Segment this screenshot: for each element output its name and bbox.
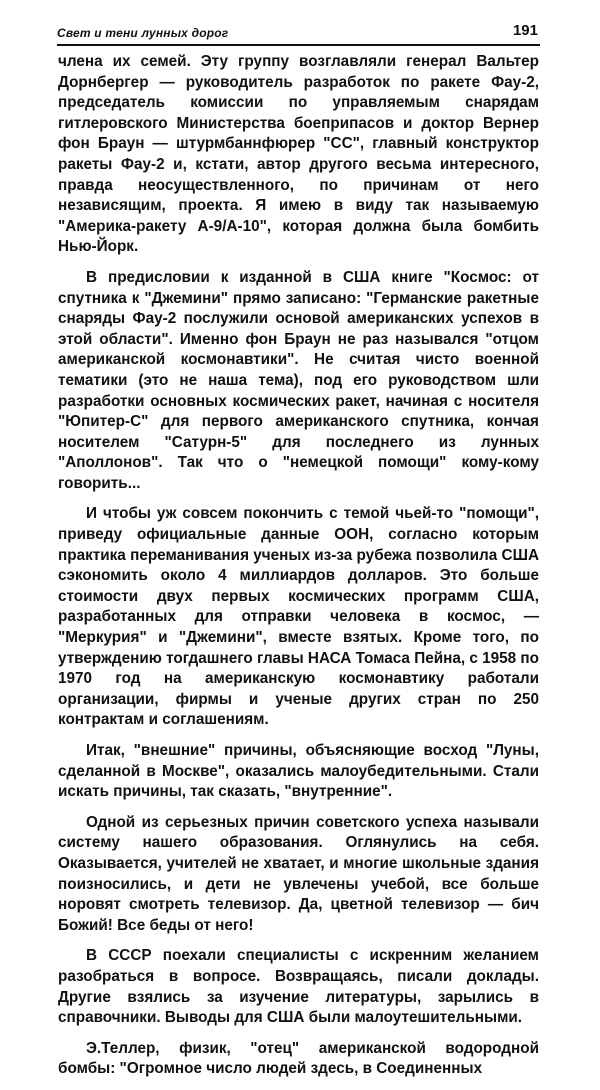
paragraph: Итак, "внешние" причины, объясняющие восход "Луны, сделанной в Москве", оказались малоубедительными. Стали искать причины, так сказать, "внутренние".	[58, 742, 539, 801]
header-rule	[57, 44, 540, 46]
page-header	[57, 22, 540, 42]
running-title: Свет и тени лунных дорог	[57, 26, 229, 40]
paragraph: члена их семей. Эту группу возглавляли генерал Вальтер Дорнбергер — руководитель разработок по ракете Фау-2, председатель комиссии по управляемым снарядам гитлеровского Министерства боеприпасов и доктор Вернер фон Браун — штурмбаннфюрер "СС", главный конструктор ракеты Фау-2 и, кстати, автор другого весьма интересного, правда неосуществленного, по причинам от него независящим, проекта. Я имею в виду так называемую "Америка-ракету А-9/А-10", которая должна была бомбить Нью-Йорк.	[58, 53, 539, 256]
paragraph: В СССР поехали специалисты с искренним желанием разобраться в вопросе. Возвращаясь, писали доклады. Другие взялись за изучение литературы, зарылись в справочники. Выводы для США были малоутешительными.	[58, 947, 539, 1027]
paragraph: Одной из серьезных причин советского успеха называли систему нашего образования. Оглянулись на себя. Оказывается, учителей не хватает, и многие школьные здания поизносились, и дети не увлечены учебой, все больше норовят смотреть телевизор. Да, цветной телевизор — бич Божий! Все беды от него!	[58, 813, 539, 934]
paragraph: И чтобы уж совсем покончить с темой чьей-то "помощи", приведу официальные данные ООН, согласно которым практика переманивания ученых из-за рубежа позволила США сэкономить около 4 миллиардов долларов. Это больше стоимости двух первых космических программ США, разработанных для отправки человека в космос, — "Меркурия" и "Джемини", вместе взятых. Кроме того, по утверждению тогдашнего главы НАСА Томаса Пейна, с 1958 по 1970 год на американскую космонавтику работали организации, фирмы и ученые других стран по 250 контрактам и соглашениям.	[58, 505, 539, 729]
body-text	[58, 52, 539, 1090]
paragraph: В предисловии к изданной в США книге "Космос: от спутника к "Джемини" прямо записано: "Германские ракетные снаряды Фау-2 послужили основой американских успехов в этой области". Именно фон Браун не раз назывался "отцом американской космонавтики". Не считая чисто военной тематики (это не наша тема), под его руководством шли разработки основных космических ракет, начиная с носителя "Юпитер-С" для первого американского спутника, кончая носителем "Сатурн-5" для последнего из лунных "Аполлонов". Так что о "немецкой помощи" кому-кому говорить...	[58, 268, 539, 492]
page-number: 191	[512, 22, 538, 39]
paragraph: Э.Теллер, физик, "отец" американской водородной бомбы: "Огромное число людей здесь, в Соединенных	[58, 1039, 539, 1078]
